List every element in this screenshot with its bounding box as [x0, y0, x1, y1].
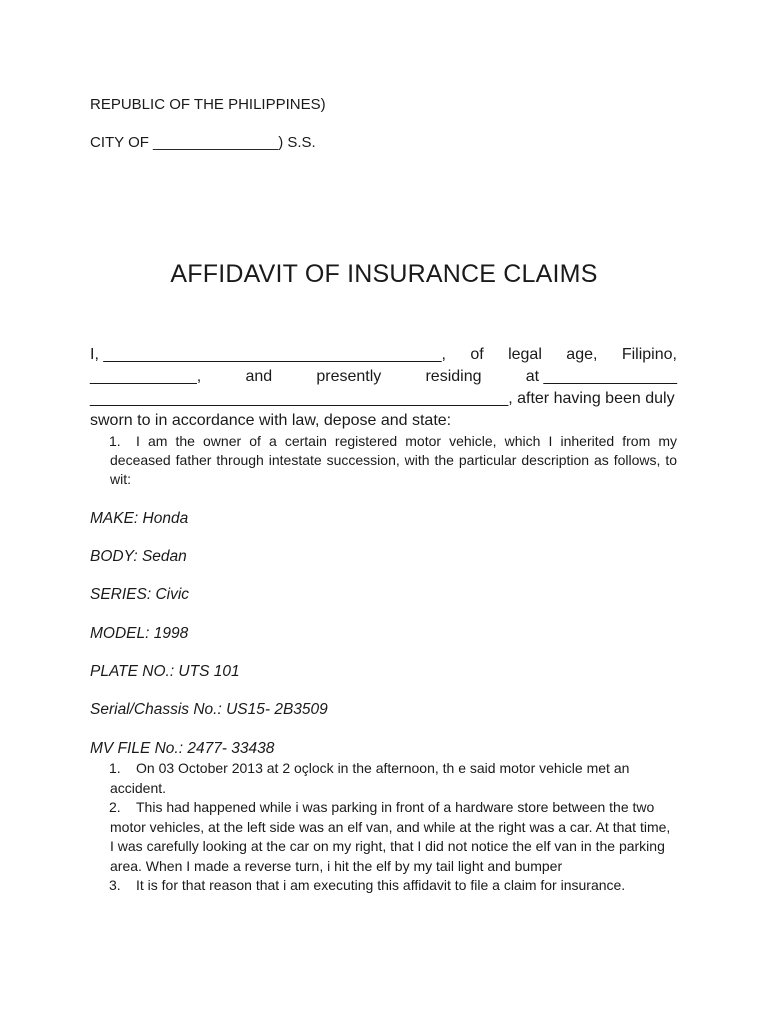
spec-mv-file: MV FILE No.: 2477- 33438	[90, 740, 275, 757]
intro-word: at _______________	[525, 368, 677, 385]
document-title: AFFIDAVIT OF INSURANCE CLAIMS	[170, 260, 598, 288]
intro-word: of	[470, 346, 484, 363]
intro-word: and	[245, 368, 273, 385]
list-number: 1.	[109, 433, 121, 449]
spec-series: SERIES: Civic	[90, 586, 190, 603]
intro-word: Filipino,	[621, 346, 677, 363]
header-city: CITY OF _______________) S.S.	[90, 134, 316, 151]
list-item	[90, 759, 677, 798]
spec-body: BODY: Sedan	[90, 548, 187, 565]
intro-paragraph	[90, 344, 677, 432]
list-text: This had happened while i was parking in front of a hardware store between the two motor vehicles, at the left side was an elf van, and while at the right was a car. At that time, I was carefully looking at the car on my right, that I did not notice the elf van in the parking area. When I made a reverse turn, i hit the elf by my tail light and bumper	[110, 799, 671, 874]
intro-line-1	[90, 344, 677, 366]
ownership-list	[90, 432, 677, 489]
spec-make: MAKE: Honda	[90, 510, 189, 527]
list-number: 2.	[109, 799, 121, 815]
list-text: I am the owner of a certain registered motor vehicle, which I inherited from my deceased father through intestate succession, with the particular description as follows, to wit:	[110, 433, 677, 487]
intro-line-3: _______________________________________________, after having been duly	[90, 390, 675, 407]
list-number: 1.	[109, 760, 121, 776]
intro-word: ____________,	[90, 368, 202, 385]
spec-plate: PLATE NO.: UTS 101	[90, 663, 240, 680]
intro-line-4: sworn to in accordance with law, depose and state:	[90, 412, 452, 429]
intro-word: presently	[316, 368, 382, 385]
list-item	[90, 798, 677, 876]
intro-word: residing	[425, 368, 482, 385]
list-text: On 03 October 2013 at 2 oçlock in the afternoon, th e said motor vehicle met an accident.	[110, 760, 630, 796]
list-item	[90, 876, 677, 896]
intro-word: age,	[566, 346, 598, 363]
list-item	[90, 432, 677, 489]
spec-model: MODEL: 1998	[90, 625, 189, 642]
header-republic: REPUBLIC OF THE PHILIPPINES)	[90, 96, 326, 113]
intro-line-2	[90, 366, 677, 388]
incident-list	[90, 759, 677, 896]
list-number: 3.	[109, 877, 121, 893]
spec-chassis: Serial/Chassis No.: US15- 2B3509	[90, 701, 328, 718]
intro-word: I, ______________________________________,	[90, 346, 446, 363]
intro-word: legal	[508, 346, 542, 363]
list-text: It is for that reason that i am executing this affidavit to file a claim for insurance.	[136, 877, 626, 893]
